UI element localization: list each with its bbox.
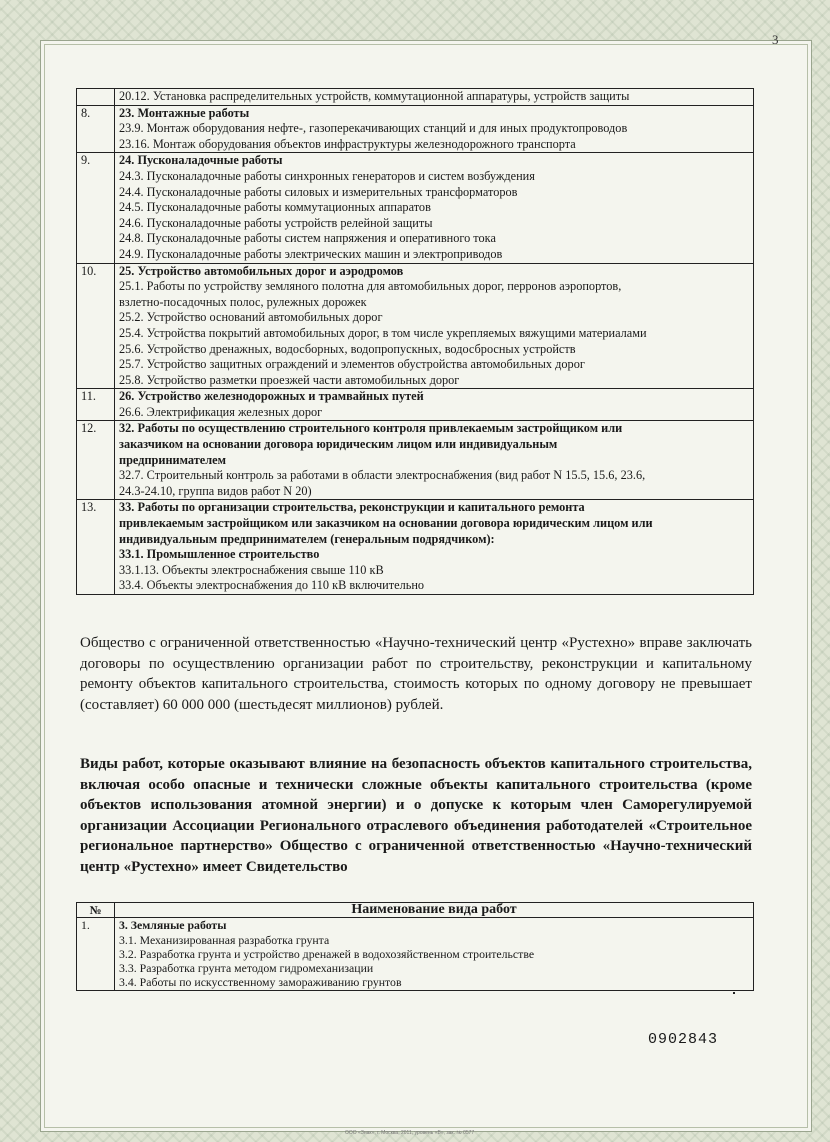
work-item: 25.7. Устройство защитных ограждений и элементов обустройства автомобильных дорог bbox=[119, 357, 585, 372]
work-item: 32.7. Строительный контроль за работами в области электроснабжения (вид работ N 15.5, 15.6, 23.6, bbox=[119, 468, 646, 483]
row-content bbox=[115, 500, 754, 595]
row-number: 13. bbox=[77, 500, 115, 595]
work-types-table bbox=[76, 902, 754, 991]
row-content bbox=[115, 105, 754, 153]
work-item: 24.6. Пусконаладочные работы устройств релейной защиты bbox=[119, 215, 433, 230]
row-number: 12. bbox=[77, 421, 115, 500]
table-row bbox=[77, 105, 754, 153]
row-content bbox=[115, 263, 754, 389]
table-row bbox=[77, 389, 754, 421]
table-header-number: № bbox=[77, 903, 115, 918]
work-item: 33.4. Объекты электроснабжения до 110 кВ включительно bbox=[119, 578, 425, 593]
row-number bbox=[77, 89, 115, 106]
work-item: 25.4. Устройства покрытий автомобильных дорог, в том числе укрепляемых вяжущими материалами bbox=[119, 325, 647, 340]
row-content bbox=[115, 421, 754, 500]
work-item: 26.6. Электрификация железных дорог bbox=[119, 404, 323, 419]
row-content bbox=[115, 89, 754, 106]
row-content bbox=[115, 153, 754, 263]
work-item: 3.4. Работы по искусственному замораживанию грунтов bbox=[119, 975, 402, 990]
work-item: 3.3. Разработка грунта методом гидромеханизации bbox=[119, 961, 374, 976]
work-item: 24.5. Пусконаладочные работы коммутационных аппаратов bbox=[119, 200, 431, 215]
work-item: 25.8. Устройство разметки проезжей части автомобильных дорог bbox=[119, 372, 460, 387]
work-item: 20.12. Установка распределительных устройств, коммутационной аппаратуры, устройств защиты bbox=[119, 89, 630, 103]
table-row bbox=[77, 500, 754, 595]
row-number: 1. bbox=[77, 918, 115, 990]
section-heading: 26. Устройство железнодорожных и трамвайных путей bbox=[119, 389, 424, 404]
work-item: 3.2. Разработка грунта и устройство дренажей в водохозяйственном строительстве bbox=[119, 946, 535, 961]
section-heading: привлекаемым застройщиком или заказчиком на основании договора юридическим лицом или bbox=[119, 516, 653, 531]
serial-number: 0902843 bbox=[648, 1031, 719, 1048]
printer-footer: ООО «Знак», г. Москва, 2011, уровень «В», зак. № 0577 bbox=[345, 1130, 475, 1136]
page-number: 3 bbox=[772, 32, 779, 47]
certificate-intro-paragraph: Виды работ, которые оказывают влияние на безопасность объектов капитального строительства, включая особо опасные и технически сложные объекты капитального строительства (кроме объектов использования атомной энергии) и о допуске к которым член Саморегулируемой организации Ассоциации Регионального отраслевого объединения работодателей «Строительное региональное партнерство» Общество с ограниченной ответственностью «Научно-технический центр «Рустехно» имеет Свидетельство bbox=[80, 756, 752, 875]
row-number: 9. bbox=[77, 153, 115, 263]
table-row bbox=[77, 263, 754, 389]
section-heading: 33. Работы по организации строительства, реконструкции и капитального ремонта bbox=[119, 500, 585, 515]
section-heading: 23. Монтажные работы bbox=[119, 105, 250, 120]
work-types-table-continued bbox=[76, 88, 754, 595]
section-heading: 3. Земляные работы bbox=[119, 918, 227, 933]
section-heading: предпринимателем bbox=[119, 452, 226, 467]
work-item: 25.1. Работы по устройству земляного полотна для автомобильных дорог, перронов аэропортов, bbox=[119, 279, 622, 294]
section-heading: 24. Пусконаладочные работы bbox=[119, 153, 283, 168]
work-item: 23.16. Монтаж оборудования объектов инфраструктуры железнодорожного транспорта bbox=[119, 136, 576, 151]
section-heading: индивидуальным предпринимателем (генеральным подрядчиком): bbox=[119, 531, 495, 546]
table-header-name: Наименование вида работ bbox=[115, 903, 754, 918]
section-heading: заказчиком на основании договора юридическим лицом или индивидуальным bbox=[119, 437, 558, 452]
work-item: 24.3. Пусконаладочные работы синхронных генераторов и систем возбуждения bbox=[119, 168, 535, 183]
work-item: 24.8. Пусконаладочные работы систем напряжения и оперативного тока bbox=[119, 231, 496, 246]
work-item: 23.9. Монтаж оборудования нефте-, газоперекачивающих станций и для иных продуктопроводов bbox=[119, 121, 628, 136]
work-item: 33.1.13. Объекты электроснабжения свыше 110 кВ bbox=[119, 562, 384, 577]
table-row bbox=[77, 918, 754, 990]
work-item: 25.2. Устройство оснований автомобильных дорог bbox=[119, 310, 383, 325]
table-row bbox=[77, 421, 754, 500]
work-item: взлетно-посадочных полос, рулежных дорожек bbox=[119, 294, 367, 309]
work-item: 24.9. Пусконаладочные работы электрических машин и электроприводов bbox=[119, 246, 503, 261]
table-row bbox=[77, 153, 754, 263]
work-item: 3.1. Механизированная разработка грунта bbox=[119, 932, 330, 947]
row-content bbox=[115, 918, 754, 990]
work-item: 25.6. Устройство дренажных, водосборных, водопропускных, водосбросных устройств bbox=[119, 341, 576, 356]
section-heading: 33.1. Промышленное строительство bbox=[119, 547, 320, 562]
row-number: 10. bbox=[77, 263, 115, 389]
work-item: 24.4. Пусконаладочные работы силовых и измерительных трансформаторов bbox=[119, 184, 518, 199]
row-number: 8. bbox=[77, 105, 115, 153]
table-row bbox=[77, 89, 754, 106]
organization-rights-paragraph: Общество с ограниченной ответственностью «Научно-технический центр «Рустехно» вправе заключать договоры по осуществлению организации работ по строительству, реконструкции и капитальному ремонту объектов капитального строительства, стоимость которых по одному договору не превышает (составляет) 60 000 000 (шестьдесят миллионов) рублей. bbox=[80, 635, 752, 713]
section-heading: 32. Работы по осуществлению строительного контроля привлекаемым застройщиком или bbox=[119, 421, 623, 436]
work-item: 24.3-24.10, группа видов работ N 20) bbox=[119, 483, 312, 498]
ink-dot bbox=[733, 992, 735, 994]
row-content bbox=[115, 389, 754, 421]
row-number: 11. bbox=[77, 389, 115, 421]
section-heading: 25. Устройство автомобильных дорог и аэродромов bbox=[119, 263, 404, 278]
